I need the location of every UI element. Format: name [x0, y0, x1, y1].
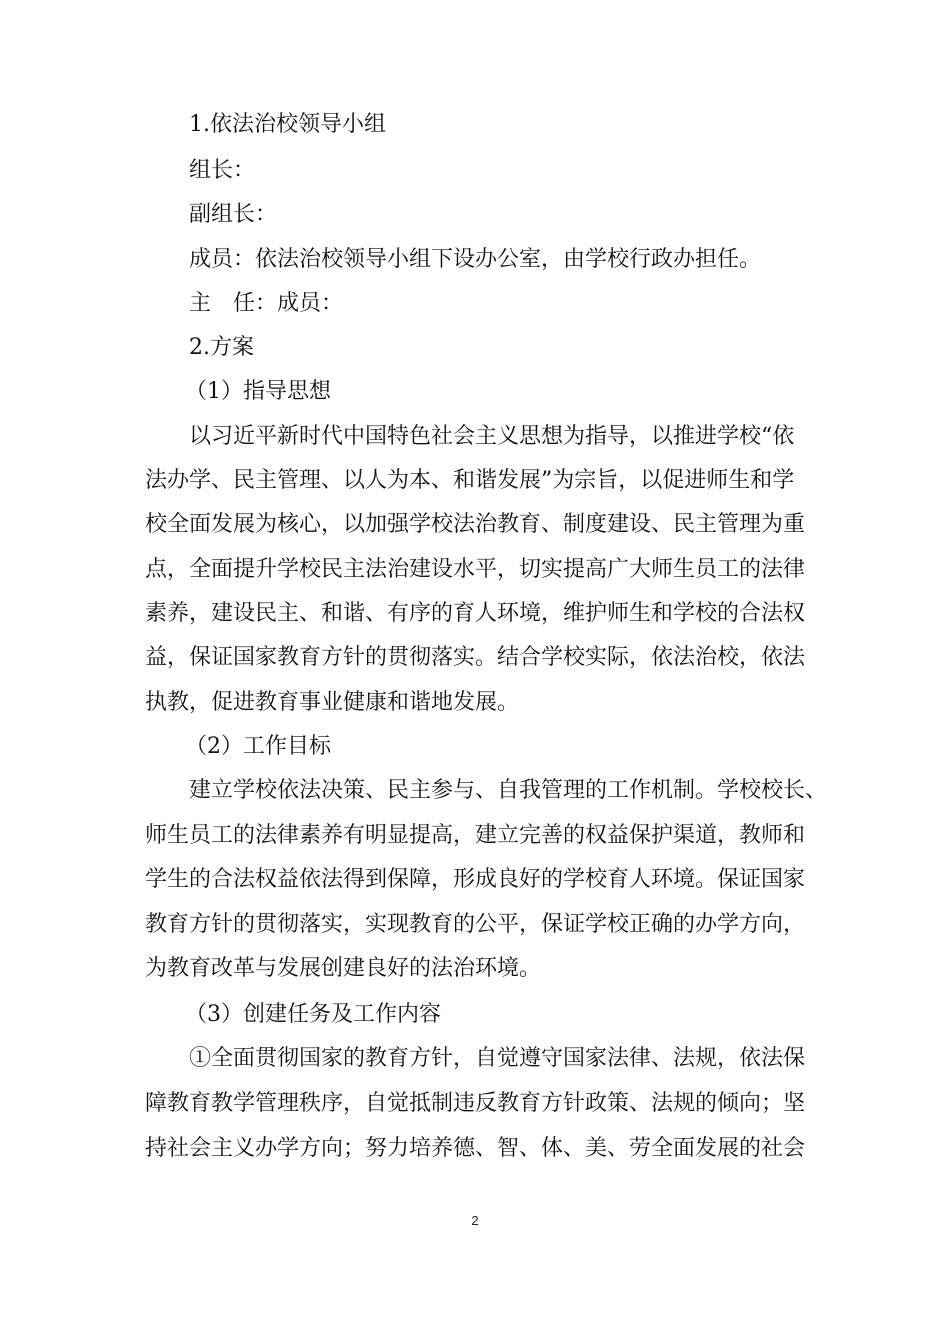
- paragraph-line: 执教，促进教育事业健康和谐地发展。: [145, 690, 520, 715]
- paragraph-line: 素养，建设民主、和谐、有序的育人环境，维护师生和学校的合法权: [145, 601, 806, 626]
- paragraph-line: 点，全面提升学校民主法治建设水平，切实提高广大师生员工的法律: [145, 557, 806, 582]
- paragraph-line: 障教育教学管理秩序，自觉抵制违反教育方针政策、法规的倾向；坚: [145, 1091, 806, 1116]
- paragraph-line: 师生员工的法律素养有明显提高，建立完善的权益保护渠道，教师和: [145, 823, 806, 848]
- paragraph-line: 建立学校依法决策、民主参与、自我管理的工作机制。学校校长、: [189, 778, 828, 803]
- text-line: 组长：: [189, 158, 256, 183]
- subsection-heading: （1）指导思想: [185, 379, 331, 404]
- paragraph-line: 持社会主义办学方向；努力培养德、智、体、美、劳全面发展的社会: [145, 1136, 806, 1161]
- paragraph-line: 为教育改革与发展创建良好的法治环境。: [145, 956, 542, 981]
- subsection-heading: （2）工作目标: [185, 734, 331, 759]
- text-line: 成员：依法治校领导小组下设办公室，由学校行政办担任。: [189, 247, 762, 272]
- section-heading: 1.依法治校领导小组: [189, 112, 386, 137]
- text-line: 主 任：成员：: [189, 291, 344, 316]
- paragraph-line: 教育方针的贯彻落实，实现教育的公平，保证学校正确的办学方向，: [145, 912, 806, 937]
- page-number: 2: [471, 1213, 479, 1228]
- paragraph-line: 校全面发展为核心，以加强学校法治教育、制度建设、民主管理为重: [145, 512, 806, 537]
- text-line: 副组长：: [189, 202, 278, 227]
- paragraph-line: 益，保证国家教育方针的贯彻落实。结合学校实际，依法治校，依法: [145, 645, 806, 670]
- paragraph-line: 法办学、民主管理、以人为本、和谐发展”为宗旨，以促进师生和学: [145, 468, 795, 493]
- subsection-heading: （3）创建任务及工作内容: [185, 1002, 441, 1027]
- paragraph-line: 以习近平新时代中国特色社会主义思想为指导，以推进学校“依: [189, 424, 795, 449]
- section-heading: 2.方案: [189, 335, 254, 360]
- paragraph-line: ①全面贯彻国家的教育方针，自觉遵守国家法律、法规，依法保: [189, 1046, 806, 1071]
- paragraph-line: 学生的合法权益依法得到保障，形成良好的学校育人环境。保证国家: [145, 867, 806, 892]
